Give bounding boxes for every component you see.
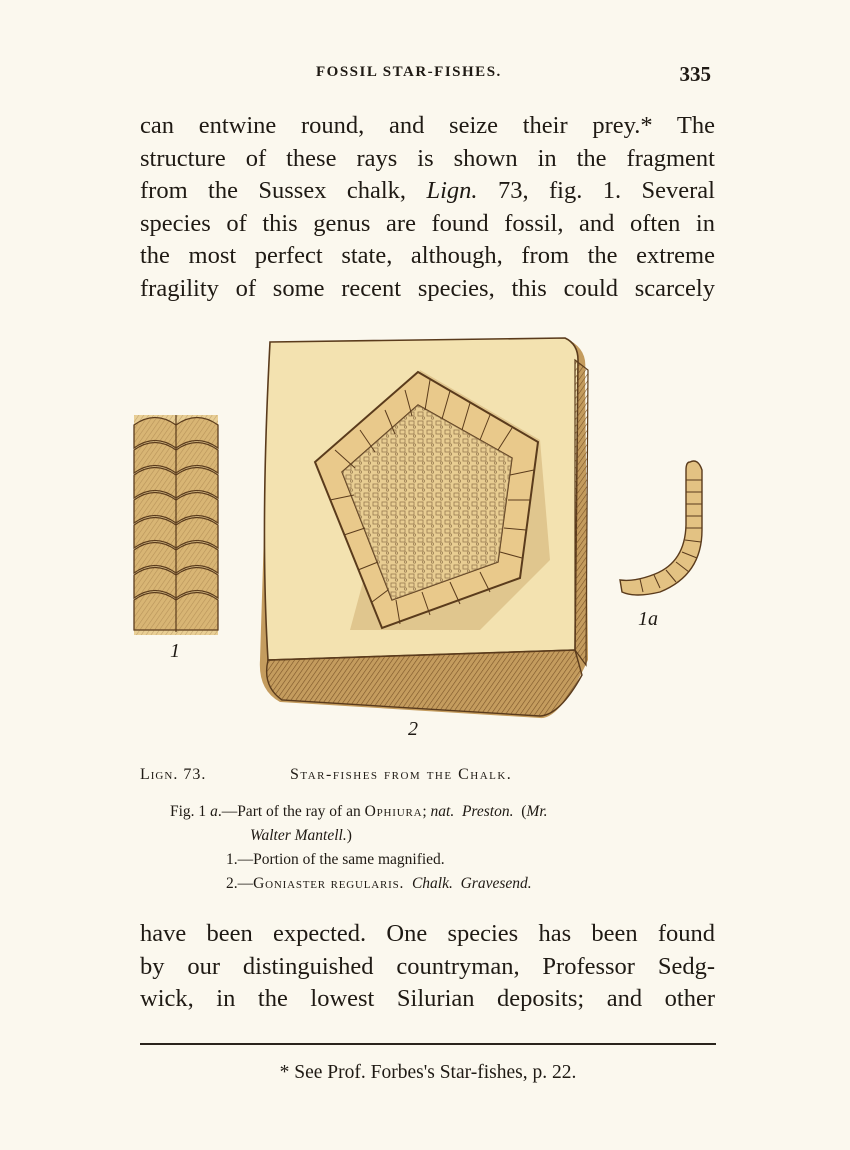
text-line: have been expected. One species has been found: [140, 920, 715, 947]
collector: Mr.: [526, 803, 548, 820]
text-fragment: 73, fig. 1. Several: [477, 177, 715, 204]
page-number: 335: [679, 62, 711, 86]
text-line: by our distinguished countryman, Professor Sedg-: [140, 952, 715, 980]
text-fragment: from the Sussex chalk,: [140, 177, 427, 204]
text-line: the most perfect state, although, from the extreme: [140, 242, 715, 269]
text-line: [140, 175, 715, 208]
fig2-label: 2: [408, 718, 418, 740]
caption-heading: [140, 766, 715, 788]
footnote: * See Prof. Forbes's Star-fishes, p. 22.: [279, 1062, 577, 1083]
figure-illustration: [120, 330, 720, 750]
locality: Preston.: [461, 803, 514, 820]
caption-text: ): [346, 827, 352, 844]
caption-line-fig2: [226, 872, 532, 896]
caption-text: .—Part of the ray of an: [217, 803, 365, 820]
caption-text: ;: [422, 803, 431, 820]
fig1-label: 1: [170, 640, 180, 662]
caption-line-collector: [250, 824, 352, 848]
text-line: fragility of some recent species, this could scarcely: [140, 274, 715, 302]
genus-name: Ophiura: [364, 803, 423, 820]
collector: Walter Mantell.: [250, 827, 347, 844]
caption-text: a: [210, 803, 218, 820]
text-line: wick, in the lowest Silurian deposits; and other: [140, 985, 715, 1012]
caption-text: nat.: [430, 803, 455, 820]
footnote-rule: [140, 1043, 716, 1045]
lign-number: Lign. 73.: [140, 766, 207, 783]
caption-text: (: [521, 803, 527, 820]
caption-title: Star-fishes from the Chalk.: [290, 766, 513, 783]
running-title: FOSSIL STAR-FISHES.: [316, 64, 502, 80]
caption-line-fig1a: [170, 800, 548, 824]
formation: Chalk.: [411, 875, 453, 892]
text-line: can entwine round, and seize their prey.* The: [140, 112, 715, 139]
engraving: [120, 330, 720, 750]
fig1a-curved-ray: [620, 461, 702, 595]
caption-line-fig1: 1.—Portion of the same magnified.: [226, 851, 445, 868]
species-name: Goniaster regularis.: [253, 875, 405, 892]
fig1a-label: 1a: [638, 608, 658, 630]
paragraph-bottom: [140, 918, 715, 1016]
locality: Gravesend.: [460, 875, 532, 892]
lign-reference: Lign.: [426, 177, 478, 204]
paragraph-top: [140, 110, 715, 305]
caption-text: Fig. 1: [170, 803, 211, 820]
caption-text: 2.—: [226, 875, 254, 892]
fig1-ray-magnified: [134, 415, 218, 635]
running-head: [140, 62, 715, 90]
fig2-goniaster-specimen: [260, 338, 588, 718]
text-line: structure of these rays is shown in the fragment: [140, 144, 715, 172]
text-line: species of this genus are found fossil, and often in: [140, 209, 715, 237]
